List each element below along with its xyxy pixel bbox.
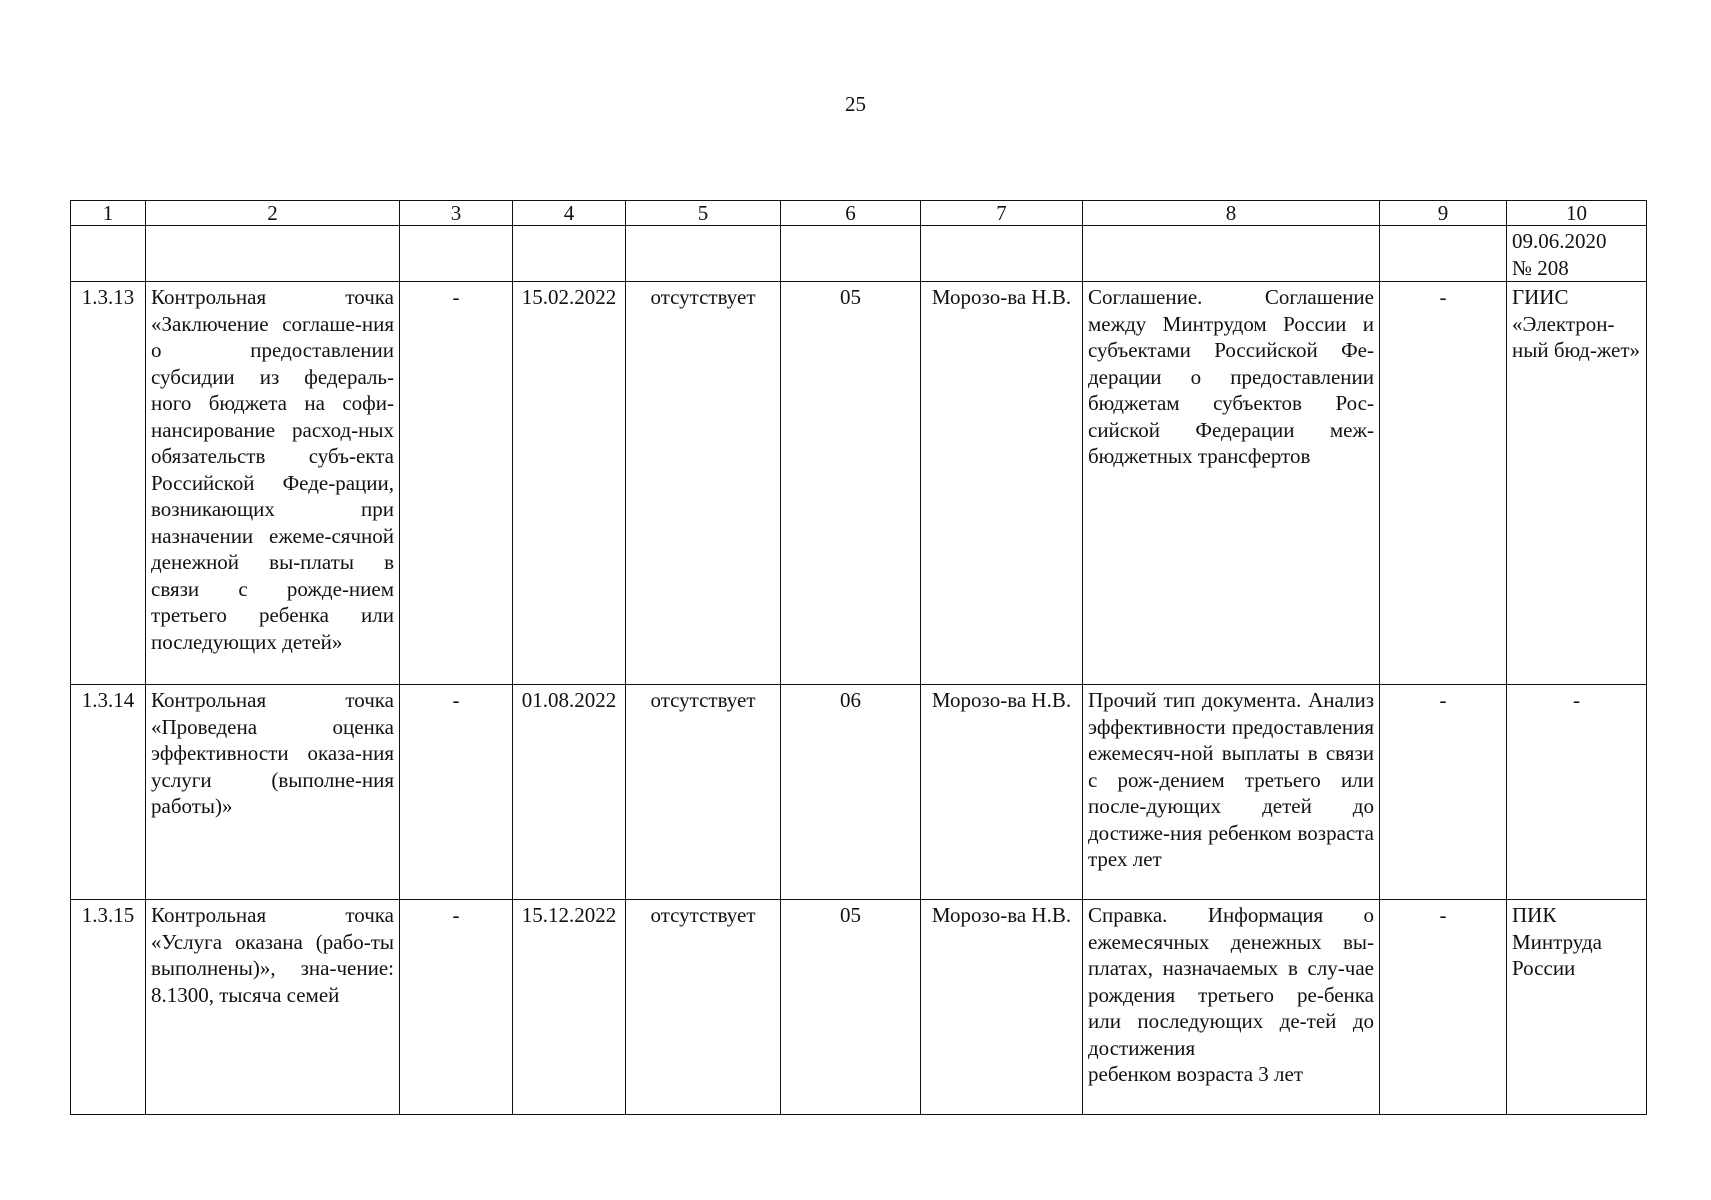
row-number: 1.3.14 <box>71 685 146 900</box>
column-number-header: 4 <box>513 201 626 226</box>
table-cell: 05 <box>781 900 921 1115</box>
table-cell: - <box>1380 900 1507 1115</box>
table-cell: - <box>400 282 513 685</box>
column-number-header: 3 <box>400 201 513 226</box>
column-number-header: 2 <box>146 201 400 226</box>
table-cell <box>400 226 513 282</box>
control-points-table <box>70 200 1647 1115</box>
column-number-header-row <box>71 201 1647 226</box>
column-number-header: 1 <box>71 201 146 226</box>
table-cell: 05 <box>781 282 921 685</box>
responsible-person: Морозо-ва Н.В. <box>921 900 1083 1115</box>
table-cell: отсутствует <box>626 282 781 685</box>
table-cell: отсутствует <box>626 900 781 1115</box>
responsible-person: Морозо-ва Н.В. <box>921 685 1083 900</box>
column-number-header: 5 <box>626 201 781 226</box>
information-system: ГИИС «Электрон-ный бюд-жет» <box>1507 282 1647 685</box>
table-cell: отсутствует <box>626 685 781 900</box>
document-description: Справка. Информация о ежемесячных денежных вы-платах, назначаемых в слу-чае рождения третьего ре-бенка или последующих де-тей до достижения <box>1088 903 1374 1060</box>
control-point-date: 15.12.2022 <box>513 900 626 1115</box>
table-cell <box>1083 226 1380 282</box>
reference-date: 09.06.2020 <box>1512 229 1607 253</box>
table-cell <box>626 226 781 282</box>
table-row <box>71 685 1647 900</box>
responsible-person: Морозо-ва Н.В. <box>921 282 1083 685</box>
table-cell <box>921 226 1083 282</box>
document-description-cell <box>1083 900 1380 1115</box>
table-cell <box>513 226 626 282</box>
column-number-header: 6 <box>781 201 921 226</box>
table-cell: - <box>1380 685 1507 900</box>
row-number: 1.3.13 <box>71 282 146 685</box>
control-point-date: 01.08.2022 <box>513 685 626 900</box>
control-point-name: Контрольная точка «Заключение соглаше-ния о предоставлении субсидии из федераль-ного бюджета на софи-нансирование расход-ных обязательств субъ-екта Российской Феде-рации, возникающих при назначении ежеме-сячной денежной вы-платы в связи с рожде-нием третьего ребенка или последующих детей» <box>146 282 400 685</box>
table-row <box>71 900 1647 1115</box>
row-number: 1.3.15 <box>71 900 146 1115</box>
control-point-date: 15.02.2022 <box>513 282 626 685</box>
page-number: 25 <box>845 92 866 116</box>
table-cell <box>781 226 921 282</box>
information-system: ПИК Минтруда России <box>1507 900 1647 1115</box>
table-row <box>71 282 1647 685</box>
information-system: - <box>1507 685 1647 900</box>
column-number-header: 7 <box>921 201 1083 226</box>
continuation-row <box>71 226 1647 282</box>
document-description: Прочий тип документа. Анализ эффективности предоставления ежемесяч-ной выплаты в связи с рож-дением третьего или после-дующих детей до достиже-ния ребенком возраста трех лет <box>1083 685 1380 900</box>
table-cell: - <box>400 685 513 900</box>
continuation-reference-cell <box>1507 226 1647 282</box>
control-point-name: Контрольная точка «Услуга оказана (рабо-ты выполнены)», зна-чение: 8.1300, тысяча семей <box>146 900 400 1115</box>
table-cell <box>71 226 146 282</box>
table-cell <box>1380 226 1507 282</box>
column-number-header: 10 <box>1507 201 1647 226</box>
document-description: Соглашение. Соглашение между Минтрудом России и субъектами Российской Фе-дерации о предоставлении бюджетам субъектов Рос-сийской Федерации меж-бюджетных трансфертов <box>1083 282 1380 685</box>
control-point-name: Контрольная точка «Проведена оценка эффективности оказа-ния услуги (выполне-ния работы)» <box>146 685 400 900</box>
column-number-header: 9 <box>1380 201 1507 226</box>
reference-number: № 208 <box>1512 255 1569 280</box>
document-description-last-line: ребенком возраста 3 лет <box>1088 1062 1304 1086</box>
table-cell <box>146 226 400 282</box>
table-cell: 06 <box>781 685 921 900</box>
column-number-header: 8 <box>1083 201 1380 226</box>
table-cell: - <box>1380 282 1507 685</box>
table-cell: - <box>400 900 513 1115</box>
